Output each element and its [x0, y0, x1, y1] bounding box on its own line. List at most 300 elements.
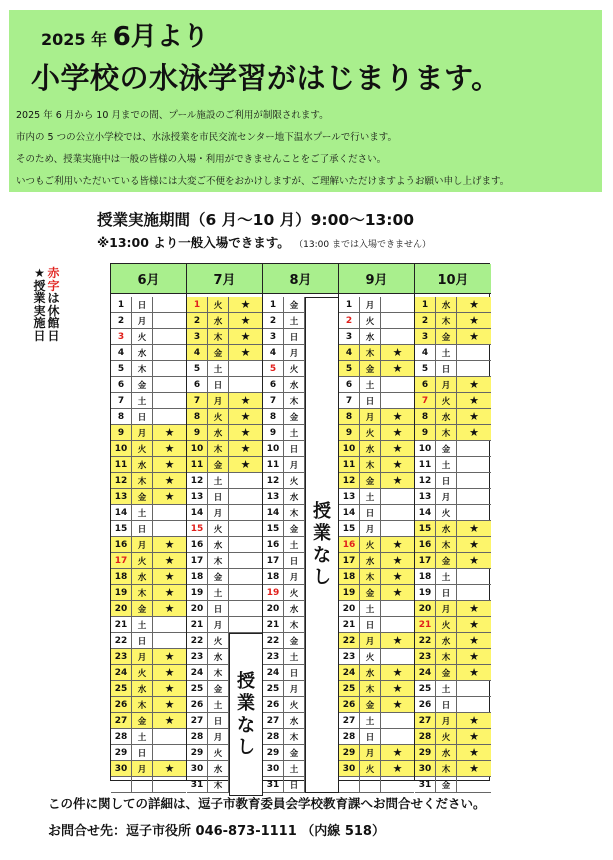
day-number: 17 [415, 553, 436, 568]
weekday: 水 [436, 745, 457, 760]
calendar-day-row [339, 649, 414, 665]
calendar-day-row [415, 473, 491, 489]
weekday: 日 [360, 393, 381, 408]
weekday: 木 [132, 697, 153, 712]
calendar-day-row [415, 345, 491, 361]
calendar-day-row [415, 617, 491, 633]
lesson-star [153, 409, 186, 424]
lesson-star: ★ [240, 394, 251, 407]
calendar-day-row [187, 313, 262, 329]
weekday: 火 [360, 425, 381, 440]
month-header: 9月 [339, 264, 414, 294]
weekday: 木 [360, 457, 381, 472]
weekday: 木 [360, 569, 381, 584]
day-number: 17 [263, 553, 284, 568]
day-number: 21 [263, 617, 284, 632]
calendar-day-row [111, 697, 186, 713]
lesson-star [457, 505, 491, 520]
day-number: 3 [339, 329, 360, 344]
lesson-star [457, 473, 491, 488]
month-column [339, 264, 415, 780]
calendar-day-row [111, 777, 186, 793]
lesson-star [381, 505, 414, 520]
weekday: 火 [360, 649, 381, 664]
day-number: 4 [111, 345, 132, 360]
weekday: 土 [284, 761, 305, 776]
day-number: 13 [263, 489, 284, 504]
day-number: 9 [263, 425, 284, 440]
calendar-day-row [111, 297, 186, 313]
day-number: 18 [263, 569, 284, 584]
day-number: 6 [111, 377, 132, 392]
day-number: 8 [111, 409, 132, 424]
day-number: 21 [339, 617, 360, 632]
day-number: 25 [263, 681, 284, 696]
calendar-day-row [339, 617, 414, 633]
calendar-day-row [187, 601, 262, 617]
day-number: 10 [187, 441, 208, 456]
day-number: 16 [263, 537, 284, 552]
lesson-star: ★ [392, 346, 403, 359]
weekday: 日 [208, 377, 229, 392]
calendar-day-row [339, 473, 414, 489]
lesson-star: ★ [392, 746, 403, 759]
day-number: 13 [111, 489, 132, 504]
lesson-star [229, 473, 262, 488]
day-number: 17 [187, 553, 208, 568]
weekday: 金 [360, 473, 381, 488]
weekday: 火 [132, 665, 153, 680]
month-header: 6月 [111, 264, 186, 294]
notice-line: 市内の 5 つの公立小学校では、水泳授業を市民交流センター地下温水プールで行います。 [16, 132, 397, 143]
lesson-star: ★ [164, 458, 175, 471]
lesson-star: ★ [469, 298, 479, 311]
day-number: 14 [187, 505, 208, 520]
calendar-day-row [415, 329, 491, 345]
weekday: 火 [284, 697, 305, 712]
day-number: 24 [339, 665, 360, 680]
lesson-star [229, 601, 262, 616]
weekday: 月 [436, 601, 457, 616]
lesson-star [457, 457, 491, 472]
day-number: 16 [187, 537, 208, 552]
weekday: 日 [436, 473, 457, 488]
day-number: 25 [187, 681, 208, 696]
day-number: 22 [187, 633, 208, 648]
lesson-star: ★ [469, 554, 479, 567]
legend [33, 267, 60, 342]
weekday: 木 [360, 681, 381, 696]
lesson-star [381, 489, 414, 504]
lesson-star [229, 537, 262, 552]
weekday: 水 [360, 665, 381, 680]
day-number: 7 [339, 393, 360, 408]
lesson-star: ★ [240, 330, 251, 343]
weekday: 月 [208, 393, 229, 408]
weekday: 火 [284, 361, 305, 376]
weekday: 火 [436, 393, 457, 408]
weekday: 金 [132, 489, 153, 504]
day-number: 12 [415, 473, 436, 488]
lesson-star: ★ [392, 634, 403, 647]
weekday: 火 [360, 313, 381, 328]
calendar-day-row [111, 361, 186, 377]
lesson-star [381, 713, 414, 728]
weekday: 月 [208, 617, 229, 632]
calendar-day-row [415, 553, 491, 569]
day-number: 8 [263, 409, 284, 424]
calendar-day-row [111, 649, 186, 665]
day-number: 5 [263, 361, 284, 376]
lesson-star [153, 745, 186, 760]
calendar-day-row [111, 345, 186, 361]
details-note: この件に関しての詳細は、逗子市教育委員会学校教育課へお問合せください。 [48, 796, 486, 811]
calendar-day-row [415, 761, 491, 777]
lesson-star: ★ [392, 682, 403, 695]
day-number: 25 [339, 681, 360, 696]
lesson-star: ★ [164, 570, 175, 583]
day-number: 19 [415, 585, 436, 600]
lesson-star [229, 569, 262, 584]
calendar-day-row [415, 313, 491, 329]
day-number: 28 [415, 729, 436, 744]
weekday: 水 [132, 457, 153, 472]
calendar-day-row [415, 729, 491, 745]
weekday: 金 [436, 777, 457, 792]
weekday: 日 [284, 777, 305, 792]
day-number: 5 [111, 361, 132, 376]
lesson-star [457, 345, 491, 360]
calendar-day-row [415, 409, 491, 425]
day-number: 10 [415, 441, 436, 456]
weekday [132, 777, 153, 792]
month-column [415, 264, 491, 791]
calendar-day-row [187, 345, 262, 361]
lesson-star [153, 633, 186, 648]
weekday: 金 [132, 601, 153, 616]
weekday: 水 [132, 345, 153, 360]
calendar-day-row [339, 425, 414, 441]
calendar-day-row [339, 777, 414, 793]
day-number: 25 [415, 681, 436, 696]
lesson-star [153, 521, 186, 536]
month-header: 7月 [187, 264, 262, 294]
day-number: 7 [263, 393, 284, 408]
weekday: 日 [208, 489, 229, 504]
weekday: 火 [132, 441, 153, 456]
calendar-day-row [415, 585, 491, 601]
month-column [263, 264, 339, 791]
weekday: 日 [284, 553, 305, 568]
lesson-star [153, 393, 186, 408]
calendar-day-row [187, 537, 262, 553]
day-number: 5 [187, 361, 208, 376]
lesson-star: ★ [164, 714, 175, 727]
day-number: 18 [339, 569, 360, 584]
day-number: 23 [415, 649, 436, 664]
weekday: 月 [132, 425, 153, 440]
calendar-day-row [415, 569, 491, 585]
day-number: 22 [415, 633, 436, 648]
calendar-day-row [339, 441, 414, 457]
day-number: 6 [339, 377, 360, 392]
no-lessons-label: 授 業 な し [305, 297, 339, 793]
weekday: 月 [360, 409, 381, 424]
weekday: 水 [436, 409, 457, 424]
lesson-star [229, 617, 262, 632]
day-number: 29 [339, 745, 360, 760]
day-number: 23 [263, 649, 284, 664]
calendar-day-row [339, 601, 414, 617]
day-number: 7 [415, 393, 436, 408]
lesson-star: ★ [469, 330, 479, 343]
weekday: 水 [208, 313, 229, 328]
weekday: 木 [284, 729, 305, 744]
weekday: 月 [284, 681, 305, 696]
day-number: 27 [339, 713, 360, 728]
calendar-day-row [415, 681, 491, 697]
weekday: 火 [436, 729, 457, 744]
day-number: 3 [415, 329, 436, 344]
weekday: 水 [132, 569, 153, 584]
lesson-star [229, 553, 262, 568]
weekday: 土 [436, 457, 457, 472]
weekday: 金 [208, 457, 229, 472]
day-number: 19 [187, 585, 208, 600]
calendar-day-row [415, 393, 491, 409]
lesson-star: ★ [164, 442, 175, 455]
lesson-star [381, 393, 414, 408]
day-number: 30 [415, 761, 436, 776]
lesson-star [153, 361, 186, 376]
weekday: 木 [284, 617, 305, 632]
weekday: 金 [208, 345, 229, 360]
weekday: 日 [436, 361, 457, 376]
calendar-day-row [111, 569, 186, 585]
weekday: 土 [436, 345, 457, 360]
weekday: 土 [360, 713, 381, 728]
day-number: 2 [187, 313, 208, 328]
day-number: 11 [187, 457, 208, 472]
weekday: 火 [208, 409, 229, 424]
lesson-star [457, 585, 491, 600]
weekday: 日 [208, 713, 229, 728]
weekday: 土 [208, 361, 229, 376]
weekday: 木 [436, 313, 457, 328]
day-number: 12 [339, 473, 360, 488]
day-number: 26 [339, 697, 360, 712]
lesson-star: ★ [469, 746, 479, 759]
lesson-star [153, 297, 186, 312]
calendar-day-row [339, 729, 414, 745]
weekday: 木 [208, 665, 229, 680]
weekday: 水 [436, 521, 457, 536]
weekday: 木 [208, 441, 229, 456]
lesson-star: ★ [164, 666, 175, 679]
weekday: 月 [284, 457, 305, 472]
weekday: 日 [360, 505, 381, 520]
calendar-day-row [415, 425, 491, 441]
day-number: 9 [187, 425, 208, 440]
weekday: 日 [284, 665, 305, 680]
lesson-star [153, 329, 186, 344]
calendar-day-row [111, 313, 186, 329]
lesson-star [229, 521, 262, 536]
weekday: 木 [360, 345, 381, 360]
weekday: 土 [132, 729, 153, 744]
lesson-period: 授業実施期間（6 月～10 月）9:00～13:00 [97, 211, 415, 229]
day-number: 8 [415, 409, 436, 424]
weekday: 日 [360, 729, 381, 744]
weekday: 木 [436, 761, 457, 776]
calendar-day-row [111, 633, 186, 649]
day-number: 2 [415, 313, 436, 328]
weekday: 木 [132, 473, 153, 488]
day-number: 15 [263, 521, 284, 536]
calendar-day-row [187, 377, 262, 393]
day-number: 9 [415, 425, 436, 440]
day-number: 1 [415, 297, 436, 312]
calendar-day-row [187, 441, 262, 457]
day-number: 31 [263, 777, 284, 792]
day-number: 13 [187, 489, 208, 504]
day-number: 18 [187, 569, 208, 584]
lesson-star: ★ [240, 346, 251, 359]
weekday: 火 [208, 297, 229, 312]
calendar-day-row [415, 297, 491, 313]
lesson-star [381, 777, 414, 792]
day-number: 29 [111, 745, 132, 760]
lesson-star: ★ [392, 426, 403, 439]
day-number: 3 [263, 329, 284, 344]
calendar-day-row [187, 473, 262, 489]
day-number: 6 [187, 377, 208, 392]
weekday: 土 [436, 569, 457, 584]
day-number: 14 [339, 505, 360, 520]
calendar-day-row [187, 425, 262, 441]
weekday: 月 [132, 537, 153, 552]
legend-lesson-day: ★ 授 業 実 施 日 [33, 266, 46, 343]
weekday: 金 [284, 521, 305, 536]
weekday: 水 [208, 425, 229, 440]
weekday: 木 [208, 553, 229, 568]
weekday: 火 [208, 633, 229, 648]
weekday: 土 [284, 537, 305, 552]
month-header: 8月 [263, 264, 338, 294]
calendar-day-row [339, 377, 414, 393]
day-number: 6 [263, 377, 284, 392]
day-number: 14 [415, 505, 436, 520]
lesson-star: ★ [164, 698, 175, 711]
lesson-star: ★ [392, 666, 403, 679]
weekday: 火 [208, 521, 229, 536]
weekday: 日 [132, 633, 153, 648]
lesson-star [457, 777, 491, 792]
weekday: 木 [284, 393, 305, 408]
weekday: 金 [132, 713, 153, 728]
day-number: 20 [415, 601, 436, 616]
day-number: 19 [339, 585, 360, 600]
weekday: 日 [284, 441, 305, 456]
calendar-day-row [415, 377, 491, 393]
day-number: 1 [339, 297, 360, 312]
calendar-day-row [187, 457, 262, 473]
lesson-star [381, 617, 414, 632]
lesson-star: ★ [469, 394, 479, 407]
day-number: 27 [263, 713, 284, 728]
calendar-day-row [339, 457, 414, 473]
weekday: 木 [208, 329, 229, 344]
lesson-star [153, 617, 186, 632]
weekday: 土 [436, 681, 457, 696]
day-number: 20 [111, 601, 132, 616]
lesson-star: ★ [469, 522, 479, 535]
day-number: 22 [339, 633, 360, 648]
weekday: 水 [284, 601, 305, 616]
day-number: 7 [187, 393, 208, 408]
lesson-star [381, 521, 414, 536]
day-number: 8 [187, 409, 208, 424]
lesson-star: ★ [392, 538, 403, 551]
calendar-day-row [339, 489, 414, 505]
calendar-day-row [111, 553, 186, 569]
weekday: 木 [436, 537, 457, 552]
day-number: 1 [263, 297, 284, 312]
weekday: 火 [436, 617, 457, 632]
calendar-day-row [111, 537, 186, 553]
lesson-star: ★ [164, 682, 175, 695]
weekday: 土 [284, 425, 305, 440]
title-month: 6月より [112, 22, 209, 52]
lesson-star [153, 313, 186, 328]
lesson-star: ★ [240, 458, 251, 471]
entry-note-main: ※13:00 より一般入場できます。 [97, 235, 290, 250]
weekday: 月 [284, 569, 305, 584]
weekday: 月 [132, 649, 153, 664]
weekday: 月 [436, 377, 457, 392]
calendar-day-row [111, 473, 186, 489]
weekday: 火 [284, 473, 305, 488]
lesson-star: ★ [392, 586, 403, 599]
lesson-star: ★ [392, 474, 403, 487]
day-number: 23 [187, 649, 208, 664]
calendar-day-row [339, 569, 414, 585]
weekday: 土 [208, 473, 229, 488]
day-number: 4 [263, 345, 284, 360]
calendar-day-row [187, 569, 262, 585]
notice-line: いつもご利用いただいている皆様には大変ご不便をおかけしますが、ご理解いただけますようお願い申し上げます。 [16, 176, 510, 187]
weekday: 水 [360, 441, 381, 456]
calendar-day-row [111, 601, 186, 617]
lesson-star [153, 505, 186, 520]
day-number: 12 [187, 473, 208, 488]
weekday: 火 [436, 505, 457, 520]
day-number: 28 [187, 729, 208, 744]
lesson-star [381, 601, 414, 616]
day-number: 3 [111, 329, 132, 344]
entry-note [97, 233, 431, 251]
calendar-day-row [111, 377, 186, 393]
weekday: 金 [208, 569, 229, 584]
lesson-star: ★ [469, 634, 479, 647]
month-header: 10月 [415, 264, 491, 294]
weekday: 金 [132, 377, 153, 392]
day-number: 16 [111, 537, 132, 552]
weekday: 土 [132, 505, 153, 520]
weekday: 水 [284, 713, 305, 728]
calendar-day-row [111, 617, 186, 633]
calendar-day-row [339, 297, 414, 313]
